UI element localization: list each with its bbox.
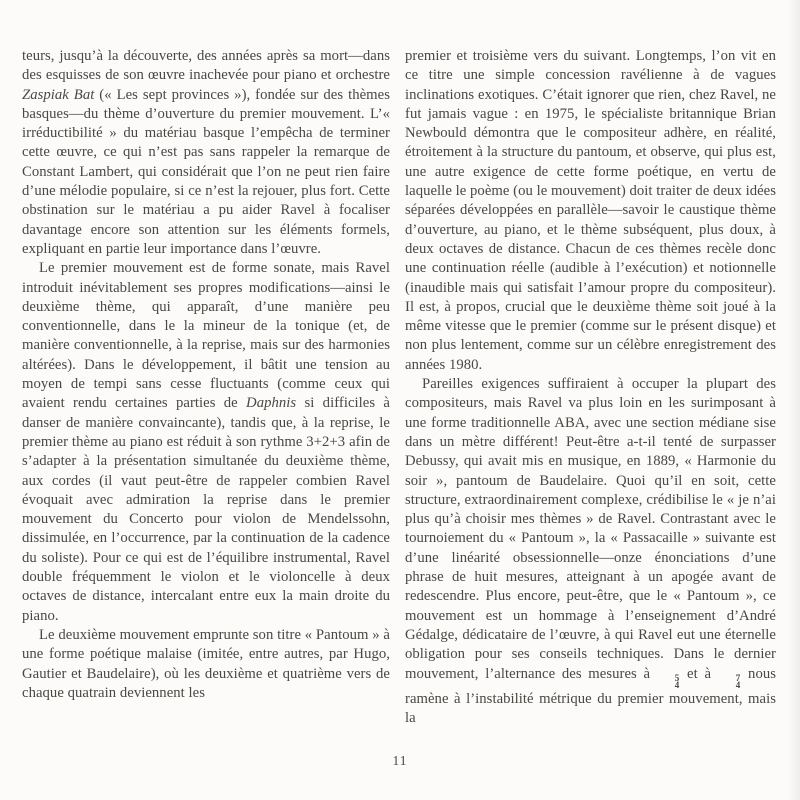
work-title: Zaspiak Bat: [22, 86, 95, 103]
text-column-left: [22, 47, 390, 703]
text-column-right: [405, 47, 776, 728]
paragraph: Pareilles exigences suffiraient à occuper la plupart des compositeurs, mais Ravel va plus loin en les surimposant à une forme traditionnelle ABA, avec une section médiane sise dans un mètre différent! Peut-être a-t-il tenté de surpasser Debussy, qui avait mis en musique, en 1889, « Harmonie du soir », pantoum de Baudelaire. Quoi qu’il en soit, cette structure, extraordinairement complexe, crédibilise le « je n’ai plus qu’à choisir mes thèmes » de Ravel. Contrastant avec le tournoiement du « Pantoum », la « Passacaille » suivante est d’une linéarité obsessionnelle—onze énonciations d’une phrase de huit mesures, atteignant à un apogée avant de redescendre. Plus encore, peut-être, que le « Pantoum », ce mouvement est un hommage à l’enseignement d’André Gédalge, dédicataire de l’œuvre, à qui Ravel eut une éternelle obligation pour ses conseils techniques. Dans le dernier mouvement, l’alternance des mesures à 5 4 et à 7 4 nous ramène à l’instabilité métrique du premier mouvement, mais la: [405, 376, 776, 726]
paragraph: premier et troisième vers du suivant. Longtemps, l’on vit en ce titre une simple concession ravélienne à de vagues inclinations exotiques. C’était ignorer que rien, chez Ravel, ne fut jamais vague : en 1975, le spécialiste britannique Brian Newbould démontra que le compositeur adhère, en réalité, étroitement à la structure du pantoum, et observe, qui plus est, une autre exigence de cette forme poétique, en vertu de laquelle le poème (ou le mouvement) doit traiter de deux idées séparées développées en parallèle—savoir le caustique thème d’ouverture, au piano, et le thème subséquent, plus doux, à deux octaves de distance. Chacun de ces thèmes recèle donc une continuation réelle (audible à l’exécution) et notionnelle (inaudible mais qui satisfait l’amour propre du compositeur). Il est, à propos, crucial que le deuxième thème soit joué à la même vitesse que le premier (comme sur le présent disque) et non plus lentement, comme sur un célèbre enregistrement des années 1980.: [405, 48, 776, 373]
paragraph: Le deuxième mouvement emprunte son titre « Pantoum » à une forme poétique malaise (imitée, entre autres, par Hugo, Gautier et Baudelaire), où les deuxième et quatrième vers de chaque quatrain deviennent les: [22, 626, 390, 701]
scan-edge-shadow: [788, 0, 800, 800]
page-number: 11: [392, 753, 408, 768]
work-title: Daphnis: [246, 395, 297, 412]
paragraph: teurs, jusqu’à la découverte, des années après sa mort—dans des esquisses de son œuvre inachevée pour piano et orchestre Zaspiak Bat (« Les sept provinces »), fondée sur des thèmes basques—du thème d’ouverture du premier mouvement. L’« irréductibilité » du matériau basque l’empêcha de terminer cette œuvre, ce qui n’est pas sans rappeler la remarque de Constant Lambert, qui considérait que l’on ne peut rien faire d’une mélodie populaire, si ce n’est la rejouer, plus fort. Cette obstination sur le matériau a pu aider Ravel à focaliser davantage encore son attention sur les éléments formels, expliquant en partie leur importance dans l’œuvre.: [22, 48, 390, 257]
paragraph: Le premier mouvement est de forme sonate, mais Ravel introduit inévitablement ses propres modifications—ainsi le deuxième thème, qui apparaît, d’une manière peu conventionnelle, dans le la mineur de la tonique (et, de manière conventionnelle, à la reprise, mais sur des harmonies altérées). Dans le développement, il bâtit une tension au moyen de tempi sans cesse fluctuants (comme ceux qui avaient rendu certaines parties de Daphnis si difficiles à danser de manière convaincante), tandis que, à la reprise, le premier thème au piano est réduit à son rythme 3+2+3 afin de s’adapter à la présentation simultanée du deuxième thème, aux cordes (il vaut peut-être de rappeler combien Ravel évoquait avec admiration la reprise dans le premier mouvement du Concerto pour violon de Mendelssohn, dissimulée, en l’occurrence, par la continuation de la cadence du soliste). Pour ce qui est de l’équilibre instrumental, Ravel double fréquemment le violon et le violoncelle à deux octaves de distance, intercalant entre eux la main droite du piano.: [22, 260, 390, 624]
time-signature: 7 4: [735, 672, 741, 690]
time-signature: 5 4: [674, 672, 680, 690]
